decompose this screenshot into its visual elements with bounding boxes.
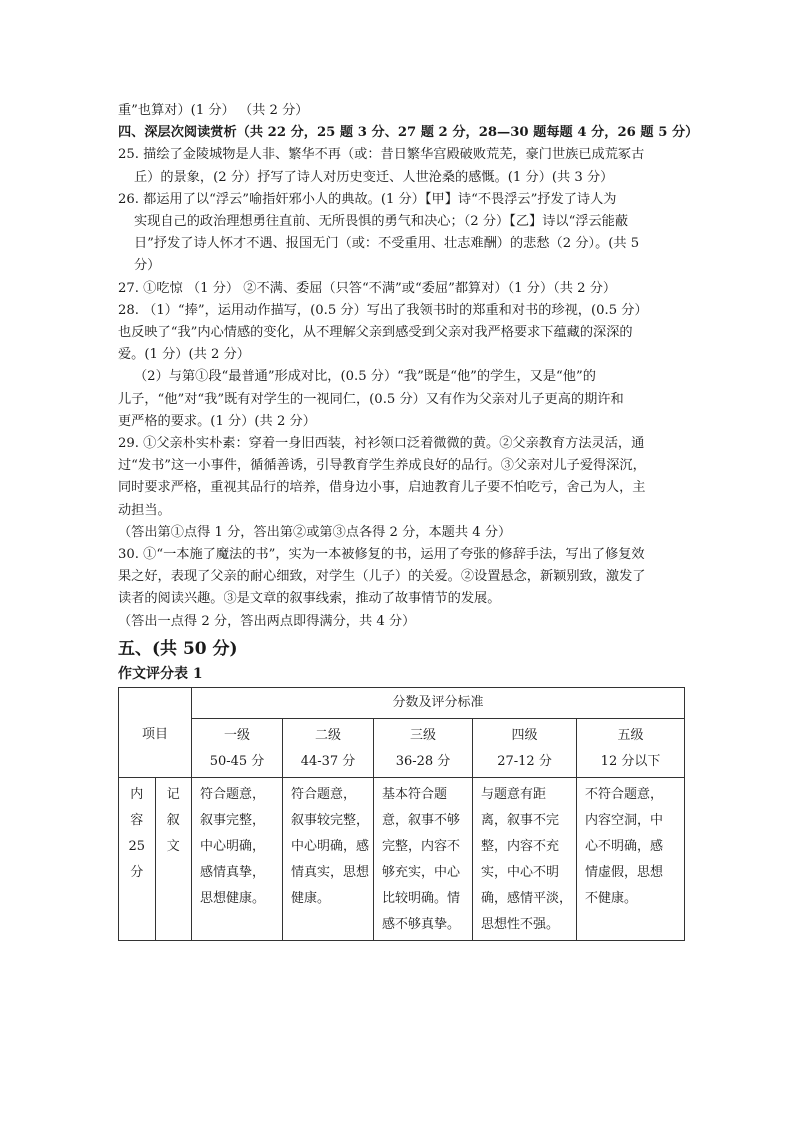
- answer-25-line: 25. 描绘了金陵城物是人非、繁华不再（或：昔日繁华宫殿破败荒芜，豪门世族已成荒冢古: [118, 147, 645, 163]
- label-char: 内: [130, 786, 144, 802]
- scoring-table: [118, 687, 685, 941]
- level-2-criteria: [283, 777, 374, 940]
- answer-26-line: 分）: [134, 258, 161, 274]
- criteria-text: 感情真挚，: [200, 864, 266, 880]
- criteria-text: 不健康。: [585, 890, 638, 906]
- label-char: 记: [166, 786, 180, 802]
- level-5-criteria: [577, 777, 685, 940]
- answer-29-line: 同时要求严格，重视其品行的培养，借身边小事，启迪教育儿子要不怕吃亏，舍己为人，主: [118, 480, 646, 496]
- answer-30-line: 30. ①“一本施了魔法的书”，实为一本被修复的书，运用了夸张的修辞手法，写出了修复效: [118, 547, 645, 563]
- table-header-row: [119, 687, 685, 718]
- label-char: 容: [130, 812, 144, 828]
- criteria-text: 心不明确，感: [585, 838, 664, 854]
- criteria-text: 够充实，中心: [382, 864, 461, 880]
- text-line: 重”也算对）(1 分） （共 2 分）: [118, 103, 309, 118]
- answer-25-line: 丘）的景象，(2 分）抒写了诗人对历史变迁、人世沧桑的感慨。(1 分）(共 3 分）: [134, 169, 614, 185]
- level-1-criteria: [192, 777, 283, 940]
- criteria-text: 符合题意，: [291, 786, 357, 802]
- level-range: 27-12 分: [497, 753, 552, 769]
- level-range: 36-28 分: [395, 753, 451, 769]
- section-4-heading: 四、深层次阅读赏析（共 22 分，25 题 3 分、27 题 2 分，28—30 题每题 4 分，26 题 5 分）: [118, 125, 699, 141]
- criteria-text: 情真实，思想: [291, 864, 370, 880]
- level-range: 44-37 分: [300, 753, 356, 769]
- label-char: 25: [128, 838, 146, 854]
- section-5-heading: 五、(共 50 分): [118, 638, 238, 659]
- criteria-text: 思想健康。: [200, 890, 266, 906]
- answer-30-line: 果之好，表现了父亲的耐心细致，对学生（儿子）的关爱。②设置悬念，新颖别致，激发了: [118, 569, 646, 585]
- answer-27-line: 27. ①吃惊 （1 分） ②不满、委屈（只答“不满”或“委屈”都算对）（1 分）（共 2 分）: [118, 280, 617, 296]
- item-header: 项目: [119, 687, 192, 777]
- answer-29-note: （答出第①点得 1 分，答出第②或第③点各得 2 分，本题共 4 分）: [118, 524, 512, 540]
- label-char: 文: [166, 838, 180, 854]
- answer-29-line: 动担当。: [118, 502, 171, 518]
- level-2-header: [283, 718, 374, 777]
- criteria-text: 中心明确，: [200, 838, 266, 854]
- answer-page: [118, 100, 699, 941]
- content-row: [119, 777, 685, 940]
- criteria-text: 健康。: [291, 890, 331, 906]
- criteria-text: 比较明确。情: [382, 890, 461, 906]
- answer-28-line: 儿子，“他”对“我”既有对学生的一视同仁，(0.5 分）又有作为父亲对儿子更高的期许和: [118, 391, 624, 407]
- criteria-text: 感不够真挚。: [382, 916, 461, 932]
- answer-28-line: 28. （1）“捧”，运用动作描写，(0.5 分）写出了我领书时的郑重和对书的珍视，(0.5 分）: [118, 302, 648, 318]
- criteria-text: 中心明确，感: [291, 838, 370, 854]
- level-5-header: [577, 718, 685, 777]
- answer-28-line: 也反映了“我”内心情感的变化，从不理解父亲到感受到父亲对我严格要求下蕴藏的深深的: [118, 325, 633, 341]
- score-standard-header: 分数及评分标准: [192, 687, 685, 718]
- level-4-criteria: [473, 777, 577, 940]
- answer-30-note: （答出一点得 2 分，答出两点即得满分，共 4 分）: [118, 613, 416, 629]
- answer-29-line: 29. ①父亲朴实朴素：穿着一身旧西装，衬衫领口泛着微微的黄。②父亲教育方法灵活，通: [118, 436, 645, 452]
- answer-28-line: 更严格的要求。(1 分）(共 2 分）: [118, 413, 316, 429]
- criteria-text: 叙事较完整，: [291, 812, 370, 828]
- criteria-text: 确，感情平淡，: [481, 890, 573, 906]
- criteria-text: 情虚假，思想: [585, 864, 664, 880]
- criteria-text: 内容空洞，中: [585, 812, 664, 828]
- level-4-header: [473, 718, 577, 777]
- level-name: 四级: [511, 727, 538, 743]
- level-3-criteria: [374, 777, 473, 940]
- criteria-text: 意，叙事不够: [382, 812, 461, 828]
- table-title: 作文评分表 1: [118, 665, 203, 682]
- answer-26-line: 日”抒发了诗人怀才不遇、报国无门（或：不受重用、壮志难酬）的悲愁（2 分）。(共 5: [134, 236, 640, 252]
- label-char: 叙: [166, 812, 180, 828]
- level-name: 三级: [410, 727, 437, 743]
- criteria-text: 完整，内容不: [382, 838, 461, 854]
- answer-30-line: 读者的阅读兴趣。③是文章的叙事线索，推动了故事情节的发展。: [118, 591, 501, 607]
- level-name: 五级: [617, 727, 644, 743]
- level-name: 二级: [315, 727, 342, 743]
- content-label: [119, 777, 156, 940]
- narrative-label: [155, 777, 192, 940]
- level-3-header: [374, 718, 473, 777]
- level-range: 12 分以下: [600, 753, 661, 769]
- label-char: 分: [130, 864, 144, 880]
- criteria-text: 整，内容不充: [481, 838, 560, 854]
- criteria-text: 与题意有距: [481, 786, 547, 802]
- answer-26-line: 实现自己的政治理想勇往直前、无所畏惧的勇气和决心；（2 分）【乙】诗以“浮云能蔽: [134, 214, 629, 230]
- answer-28-line: 爱。(1 分）(共 2 分）: [118, 347, 250, 363]
- level-header-row: [119, 718, 685, 777]
- answer-26-line: 26. 都运用了以“浮云”喻指奸邪小人的典故。(1 分）【甲】诗“不畏浮云”抒发了诗人为: [118, 191, 617, 207]
- level-name: 一级: [223, 727, 250, 743]
- answer-28-line: （2）与第①段“最普通”形成对比，(0.5 分）“我”既是“他”的学生，又是“他”的: [134, 369, 596, 385]
- answer-29-line: 过“发书”这一小事件，循循善诱，引导教育学生养成良好的品行。③父亲对儿子爱得深沉，: [118, 458, 646, 474]
- criteria-text: 基本符合题: [382, 786, 448, 802]
- level-1-header: [192, 718, 283, 777]
- criteria-text: 思想性不强。: [481, 916, 560, 932]
- criteria-text: 叙事完整，: [200, 812, 266, 828]
- criteria-text: 离，叙事不完: [481, 812, 560, 828]
- criteria-text: 不符合题意，: [585, 786, 664, 802]
- level-range: 50-45 分: [209, 753, 265, 769]
- criteria-text: 实，中心不明: [481, 864, 560, 880]
- criteria-text: 符合题意，: [200, 786, 266, 802]
